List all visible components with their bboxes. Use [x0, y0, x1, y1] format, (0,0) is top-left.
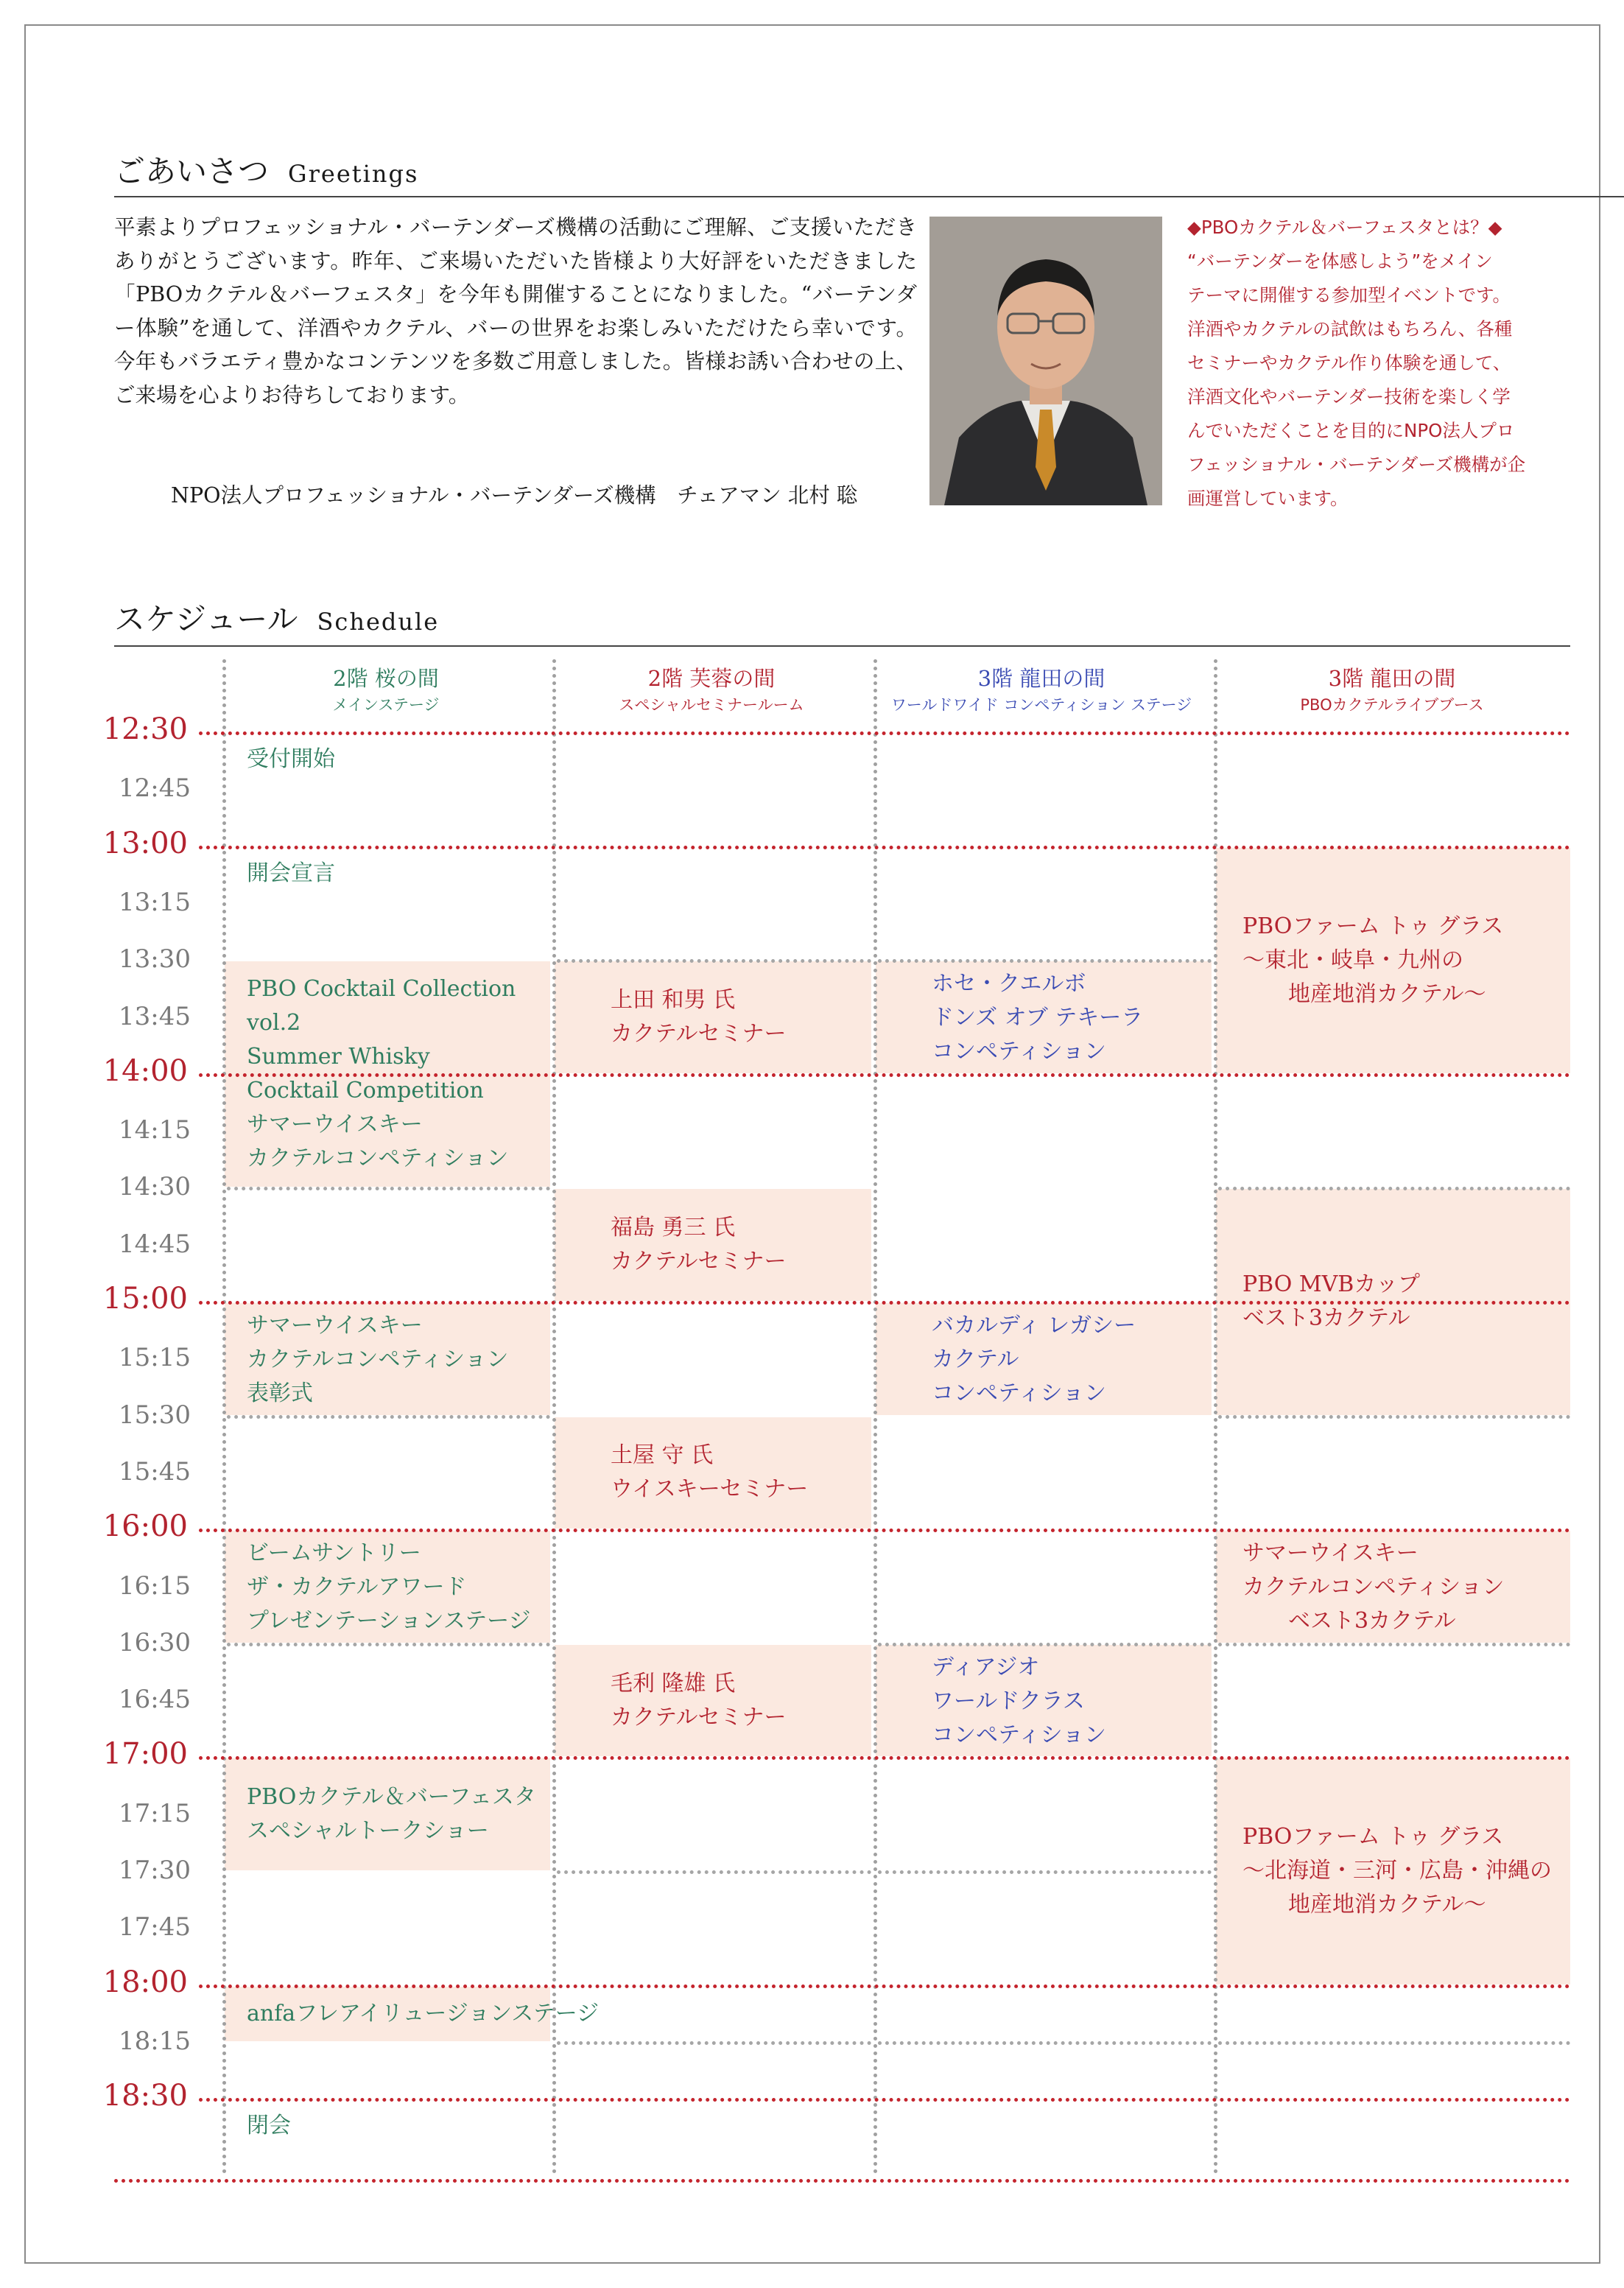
schedule-event — [555, 1417, 871, 1529]
column-divider — [222, 659, 226, 2175]
schedule-event — [1216, 1531, 1570, 1643]
hour-line — [199, 731, 1570, 735]
event-line: 開会宣言 — [247, 860, 335, 886]
event-line: コンペティション — [932, 1722, 1106, 1748]
schedule-event — [225, 734, 550, 788]
time-label: 14:00 — [102, 1053, 188, 1088]
event-line: スペシャルトークショー — [247, 1818, 489, 1845]
schedule-rule — [114, 645, 1570, 647]
about-line: テーマに開催する参加型イベントです。 — [1187, 284, 1511, 306]
schedule-event — [225, 1758, 550, 1870]
event-line: 福島 勇三 氏 — [611, 1215, 736, 1241]
slot-divider — [1218, 1415, 1570, 1419]
schedule-event — [225, 1303, 550, 1415]
schedule-event — [225, 1987, 600, 2041]
slot-divider — [1218, 1643, 1570, 1646]
slot-divider — [227, 1187, 550, 1190]
time-label: 14:45 — [119, 1229, 191, 1259]
event-line: 受付開始 — [247, 746, 335, 772]
event-line: 閉会 — [247, 2113, 291, 2139]
schedule-event — [225, 848, 550, 902]
event-line: カクテルセミナー — [611, 1020, 787, 1047]
schedule-event — [876, 1645, 1212, 1757]
time-label: 12:30 — [102, 712, 188, 746]
schedule-event — [225, 1531, 550, 1643]
about-line: 画運営しています。 — [1187, 488, 1349, 509]
chairman-portrait-illustration — [929, 217, 1162, 505]
hour-line — [199, 1301, 1570, 1305]
time-label: 18:30 — [102, 2079, 188, 2113]
event-line: ザ・カクテルアワード — [247, 1574, 467, 1601]
event-line: vol.2 — [247, 1010, 301, 1036]
event-line: ドンズ オブ テキーラ — [932, 1005, 1144, 1031]
hour-line — [199, 1529, 1570, 1532]
event-line: PBO MVBカップ — [1242, 1271, 1421, 1298]
room-header — [1215, 664, 1569, 717]
time-label: 15:30 — [119, 1400, 191, 1430]
event-line: ウイスキーセミナー — [611, 1476, 809, 1503]
event-line: 地産地消カクテル～ — [1288, 980, 1486, 1007]
time-label: 17:30 — [119, 1856, 191, 1885]
time-label: 14:30 — [119, 1172, 191, 1202]
room-header — [557, 664, 866, 717]
about-line: 洋酒やカクテルの試飲はもちろん、各種 — [1187, 318, 1513, 340]
time-label: 17:00 — [102, 1737, 188, 1772]
about-line: んでいただくことを目的にNPO法人プロ — [1187, 420, 1515, 441]
schedule-event — [555, 1645, 871, 1757]
slot-divider — [557, 959, 871, 963]
hour-line — [199, 1073, 1570, 1077]
time-label: 12:45 — [119, 773, 191, 804]
event-line: コンペティション — [932, 1039, 1106, 1065]
hour-line — [199, 846, 1570, 849]
hour-line — [199, 2098, 1570, 2102]
slot-divider — [878, 1643, 1212, 1646]
slot-divider — [878, 959, 1212, 963]
event-line: カクテルセミナー — [611, 1249, 787, 1275]
event-line: PBO Cocktail Collection — [247, 976, 516, 1003]
event-line: PBOカクテル＆バーフェスタ — [247, 1784, 536, 1811]
slot-divider — [227, 1643, 550, 1646]
event-line: ベスト3カクテル — [1288, 1608, 1456, 1635]
greetings-rule — [114, 196, 1624, 197]
slot-divider — [1218, 2041, 1570, 2045]
event-line: カクテルコンペティション — [247, 1347, 509, 1372]
time-label: 14:15 — [119, 1115, 191, 1145]
schedule-event — [876, 961, 1212, 1073]
event-line: ～東北・岐阜・九州の — [1242, 947, 1463, 973]
about-line: “バーテンダーを体感しよう”をメイン — [1187, 250, 1493, 272]
greetings-signature: NPO法人プロフェッショナル・バーテンダーズ機構 チェアマン 北村 聡 — [171, 483, 858, 508]
room-subtitle: ワールドワイド コンペティション ステージ — [890, 696, 1192, 714]
event-line: バカルディ レガシー — [932, 1313, 1136, 1338]
schedule-title-jp: スケジュール — [114, 601, 298, 637]
time-label: 13:30 — [119, 944, 191, 975]
room-header — [224, 664, 548, 717]
schedule-title — [114, 595, 439, 639]
event-line: サマーウイスキー — [247, 1313, 423, 1338]
event-line: PBOファーム トゥ グラス — [1242, 1824, 1504, 1850]
slot-divider — [878, 2041, 1212, 2045]
event-line: コンペティション — [932, 1380, 1106, 1406]
event-line: 土屋 守 氏 — [611, 1442, 714, 1469]
schedule-event — [225, 2100, 550, 2173]
room-name: 2階 芙蓉の間 — [647, 666, 776, 691]
event-line: ベスト3カクテル — [1242, 1305, 1410, 1332]
schedule-event — [555, 961, 871, 1073]
schedule-event — [555, 1189, 871, 1301]
column-divider — [552, 659, 556, 2175]
schedule-event — [876, 1303, 1212, 1415]
room-name: 3階 龍田の間 — [977, 666, 1105, 691]
time-label: 16:30 — [119, 1627, 191, 1657]
schedule-event — [1216, 848, 1570, 1073]
time-label: 17:45 — [119, 1912, 191, 1943]
room-header — [872, 664, 1211, 717]
about-line: セミナーやカクテル作り体験を通して、 — [1187, 352, 1511, 373]
greetings-title-jp: ごあいさつ — [114, 153, 270, 189]
event-line: ワールドクラス — [932, 1688, 1085, 1714]
room-name: 3階 龍田の間 — [1328, 666, 1456, 691]
event-line: プレゼンテーションステージ — [247, 1608, 531, 1635]
room-name: 2階 桜の間 — [333, 666, 439, 691]
time-label: 15:45 — [119, 1456, 191, 1487]
event-line: PBOファーム トゥ グラス — [1242, 913, 1504, 939]
room-subtitle: PBOカクテルライブブース — [1300, 696, 1484, 714]
event-line: サマーウイスキー — [1242, 1540, 1419, 1567]
time-label: 15:00 — [102, 1282, 188, 1316]
event-line: Cocktail Competition — [247, 1078, 484, 1104]
event-line: ホセ・クエルボ — [932, 971, 1086, 997]
slot-divider — [557, 2041, 871, 2045]
time-label: 13:45 — [119, 1001, 191, 1031]
event-line: Summer Whisky — [247, 1044, 430, 1070]
about-festa — [1187, 211, 1570, 516]
event-line: 地産地消カクテル～ — [1288, 1892, 1486, 1918]
slot-divider — [878, 1870, 1212, 1874]
event-line: 毛利 隆雄 氏 — [611, 1670, 736, 1696]
time-label: 18:15 — [119, 2026, 191, 2056]
hour-line — [199, 1756, 1570, 1760]
schedule-title-en: Schedule — [317, 608, 440, 636]
schedule-event — [1216, 1758, 1570, 1984]
chairman-photo — [929, 217, 1162, 505]
greetings-body: 平素よりプロフェッショナル・バーテンダーズ機構の活動にご理解、ご支援いただきありがとうございます。昨年、ご来場いただいた皆様より大好評をいただきました「PBOカクテル＆バーフェスタ」を今年も開催することになりました。“バーテンダー体験”を通して、洋酒やカクテル、バーの世界をお楽しみいただけたら幸いです。今年もバラエティ豊かなコンテンツを多数ご用意しました。皆様お誘い合わせの上、ご来場を心よりお待ちしております。 — [114, 215, 917, 407]
event-line: カクテルコンペティション — [1242, 1574, 1505, 1601]
time-label: 13:00 — [102, 826, 188, 860]
event-line: 表彰式 — [247, 1380, 313, 1406]
room-subtitle: メインステージ — [332, 696, 440, 714]
time-label: 17:15 — [119, 1798, 191, 1828]
event-line: ビームサントリー — [247, 1540, 421, 1567]
greetings-title-en: Greetings — [288, 160, 419, 188]
about-line: フェッショナル・バーテンダーズ機構が企 — [1187, 454, 1526, 475]
hour-line — [199, 1985, 1570, 1988]
time-label: 15:15 — [119, 1343, 191, 1373]
time-label: 16:00 — [102, 1509, 188, 1544]
slot-divider — [1218, 1187, 1570, 1190]
about-line: 洋酒文化やバーテンダー技術を楽しく学 — [1187, 386, 1511, 407]
column-divider — [873, 659, 877, 2175]
event-line: カクテルセミナー — [611, 1704, 787, 1730]
event-line: anfaフレアイリュージョンステージ — [247, 2000, 600, 2026]
event-line: ～北海道・三河・広島・沖縄の — [1242, 1858, 1552, 1884]
greetings-title — [114, 147, 418, 192]
about-line: ◆PBOカクテル＆バーフェスタとは？◆ — [1187, 217, 1502, 238]
time-label: 18:00 — [102, 1965, 188, 1999]
slot-divider — [557, 1870, 871, 1874]
event-line: 上田 和男 氏 — [611, 986, 736, 1013]
column-divider — [1214, 659, 1217, 2175]
time-label: 13:15 — [119, 887, 191, 917]
room-subtitle: スペシャルセミナールーム — [619, 696, 804, 714]
time-label: 16:45 — [119, 1685, 191, 1715]
event-line: カクテルコンペティション — [247, 1145, 509, 1172]
event-line: カクテル — [932, 1347, 1019, 1372]
slot-divider — [227, 1415, 550, 1419]
time-label: 16:15 — [119, 1571, 191, 1601]
schedule-bottom-rule — [114, 2179, 1570, 2183]
event-line: サマーウイスキー — [247, 1112, 423, 1138]
event-line: ディアジオ — [932, 1654, 1040, 1680]
